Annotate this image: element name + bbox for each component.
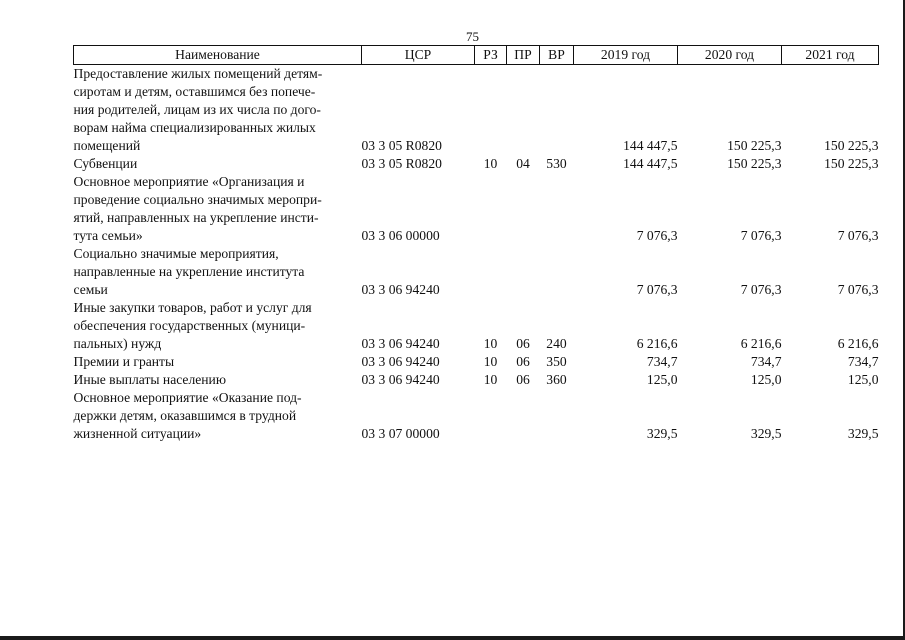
row-2020: 150 225,3: [727, 138, 782, 153]
row-2021: 329,5: [847, 426, 879, 441]
row-2021: 150 225,3: [824, 138, 879, 153]
row-2019: 734,7: [646, 354, 678, 369]
row-csr: 03 3 06 00000: [361, 228, 440, 243]
row-csr: 03 3 07 00000: [361, 426, 440, 441]
budget-table: [73, 45, 879, 443]
table-header: [74, 46, 879, 65]
header-2019: 2019 год: [574, 46, 678, 65]
row-name-line: направленные на укрепление института: [73, 264, 305, 279]
row-2020: 6 216,6: [740, 336, 782, 351]
row-name-line: Основное мероприятие «Организация и: [73, 174, 305, 189]
row-name: [74, 173, 362, 245]
table-body: [74, 65, 879, 444]
row-pr: 04: [516, 156, 530, 171]
row-name-line: Премии и гранты: [73, 354, 175, 369]
row-rz: [475, 245, 507, 299]
row-vr: [540, 389, 574, 443]
row-name-line: тута семьи»: [73, 228, 143, 243]
row-2021: 150 225,3: [824, 156, 879, 171]
row-csr: 03 3 05 R0820: [361, 156, 442, 171]
row-name-line: Предоставление жилых помещений детям-: [73, 66, 323, 81]
row-pr: 06: [516, 336, 530, 351]
row-vr: [540, 173, 574, 245]
table-row: [74, 245, 879, 299]
row-name-line: жизненной ситуации»: [73, 426, 202, 441]
header-2020: 2020 год: [678, 46, 782, 65]
row-pr: [507, 65, 540, 156]
row-name: [74, 299, 362, 353]
row-2020: 329,5: [750, 426, 782, 441]
header-row: [74, 46, 879, 65]
row-name-line: Основное мероприятие «Оказание под-: [73, 390, 302, 405]
row-2021: 7 076,3: [837, 228, 879, 243]
row-rz: 10: [483, 372, 498, 387]
row-pr: 06: [516, 354, 530, 369]
row-2020: 125,0: [750, 372, 782, 387]
row-name-line: Иные выплаты населению: [73, 372, 226, 387]
table-row: [74, 155, 879, 173]
row-2019: 144 447,5: [623, 138, 678, 153]
row-name-line: Социально значимые мероприятия,: [73, 246, 279, 261]
row-2021: 6 216,6: [837, 336, 879, 351]
table-row: [74, 371, 879, 389]
row-csr: 03 3 06 94240: [361, 282, 440, 297]
row-pr: 06: [516, 372, 530, 387]
row-name-line: Субвенции: [73, 156, 138, 171]
header-vr: ВР: [540, 46, 574, 65]
row-name: [74, 353, 362, 371]
row-rz: [475, 389, 507, 443]
row-2019: 7 076,3: [636, 282, 678, 297]
row-name: [74, 155, 362, 173]
row-2020: 7 076,3: [740, 282, 782, 297]
table-row: [74, 389, 879, 443]
header-2021: 2021 год: [782, 46, 879, 65]
row-name-line: ния родителей, лицам из их числа по дого-: [73, 102, 321, 117]
row-name: [74, 371, 362, 389]
row-2020: 7 076,3: [740, 228, 782, 243]
row-2019: 125,0: [646, 372, 678, 387]
row-2019: 7 076,3: [636, 228, 678, 243]
row-name-line: ятий, направленных на укрепление инсти-: [73, 210, 319, 225]
row-2021: 125,0: [847, 372, 879, 387]
header-csr: ЦСР: [362, 46, 475, 65]
header-rz: РЗ: [475, 46, 507, 65]
row-csr: 03 3 05 R0820: [361, 138, 442, 153]
row-2019: 329,5: [646, 426, 678, 441]
row-name-line: пальных) нужд: [73, 336, 162, 351]
row-name-line: ворам найма специализированных жилых: [73, 120, 316, 135]
row-vr: 530: [546, 156, 567, 171]
header-name: Наименование: [74, 46, 362, 65]
row-rz: 10: [483, 156, 498, 171]
row-pr: [507, 245, 540, 299]
row-vr: [540, 245, 574, 299]
row-rz: [475, 65, 507, 156]
row-name: [74, 389, 362, 443]
row-pr: [507, 389, 540, 443]
row-name-line: Иные закупки товаров, работ и услуг для: [73, 300, 312, 315]
row-vr: [540, 65, 574, 156]
row-csr: 03 3 06 94240: [361, 336, 440, 351]
table-row: [74, 353, 879, 371]
row-csr: 03 3 06 94240: [361, 354, 440, 369]
row-vr: 360: [546, 372, 567, 387]
scan-edge-bottom: [0, 636, 905, 640]
row-rz: 10: [483, 354, 498, 369]
table-row: [74, 173, 879, 245]
page-number: 75: [466, 29, 479, 44]
row-name-line: семьи: [73, 282, 108, 297]
row-name-line: помещений: [73, 138, 141, 153]
row-name: [74, 65, 362, 156]
row-2020: 150 225,3: [727, 156, 782, 171]
row-2019: 6 216,6: [636, 336, 678, 351]
row-name: [74, 245, 362, 299]
table-row: [74, 299, 879, 353]
table-row: [74, 65, 879, 156]
row-pr: [507, 173, 540, 245]
row-rz: 10: [483, 336, 498, 351]
row-2021: 7 076,3: [837, 282, 879, 297]
row-rz: [475, 173, 507, 245]
row-vr: 350: [546, 354, 567, 369]
row-vr: 240: [546, 336, 567, 351]
row-name-line: проведение социально значимых меропри-: [73, 192, 322, 207]
header-pr: ПР: [507, 46, 540, 65]
row-2019: 144 447,5: [623, 156, 678, 171]
row-2020: 734,7: [750, 354, 782, 369]
row-name-line: обеспечения государственных (муници-: [73, 318, 306, 333]
row-csr: 03 3 06 94240: [361, 372, 440, 387]
row-name-line: держки детям, оказавшимся в трудной: [73, 408, 297, 423]
row-name-line: сиротам и детям, оставшимся без попече-: [73, 84, 316, 99]
row-2021: 734,7: [847, 354, 879, 369]
